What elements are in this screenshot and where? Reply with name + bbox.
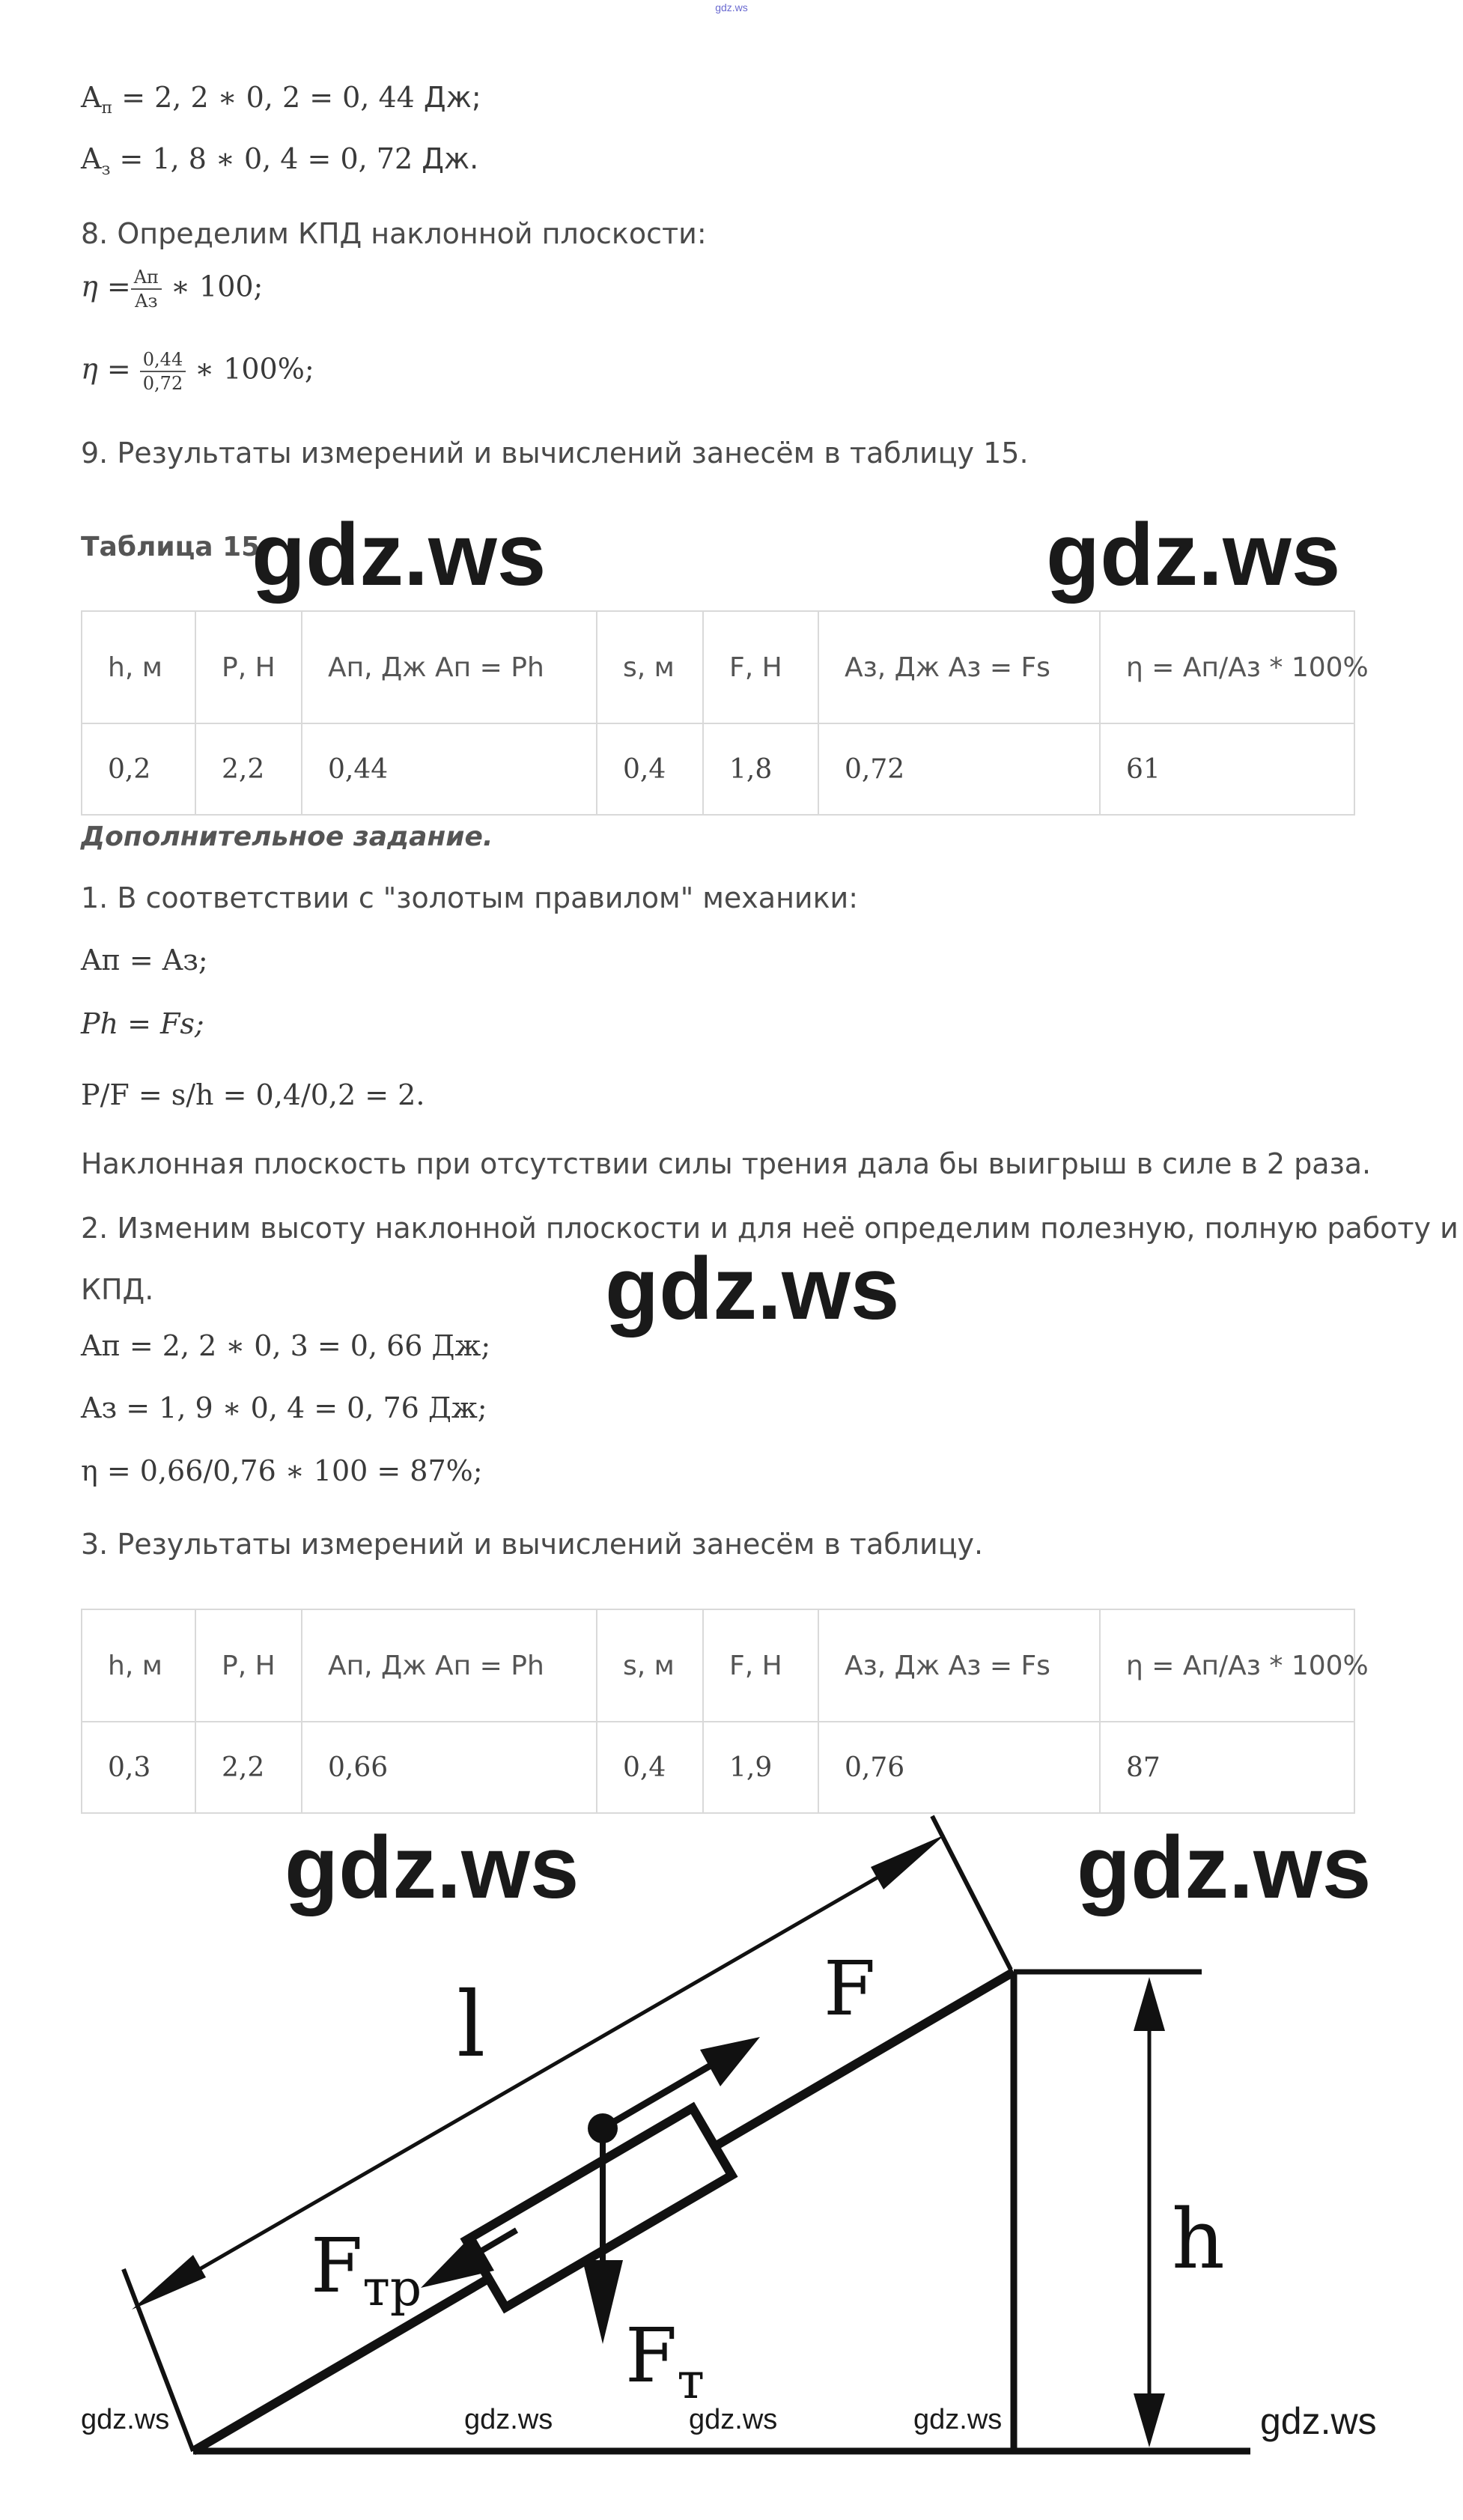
extra-item2-line2: КПД. (81, 1273, 154, 1306)
table-cell: 1,8 (703, 723, 818, 815)
fraction-ap-az: $\frac{Aп}{Aз}$ (131, 266, 162, 312)
force-f-arrowhead (700, 2037, 760, 2086)
table-header-cell: P, Н (195, 611, 302, 723)
watermark: gdz.ws (605, 1239, 900, 1338)
table-header-cell: h, м (82, 1609, 195, 1722)
extra-item3: 3. Результаты измерений и вычислений занесём в таблицу. (81, 1528, 984, 1561)
extra-task-title: Дополнительное задание. (81, 822, 493, 852)
table-cell: 0,3 (82, 1722, 195, 1813)
table-header-cell: F, Н (703, 611, 818, 723)
table-cell: 0,44 (302, 723, 597, 815)
height-arrowhead-bottom (1134, 2393, 1165, 2447)
eta-formula-1: η = $\frac{Aп}{Aз}$ ∗ 100; (81, 267, 264, 312)
table-cell: 0,4 (597, 1722, 703, 1813)
watermark: gdz.ws (81, 2404, 170, 2435)
eq-ratio: P/F = s/h = 0,4/0,2 = 2. (81, 1078, 425, 1111)
table-header-row (82, 611, 1354, 723)
height-arrowhead-top (1134, 1977, 1165, 2031)
watermark: gdz.ws (1046, 505, 1341, 604)
table-cell: 0,72 (818, 723, 1100, 815)
site-mark: gdz.ws (715, 1, 748, 13)
gravity-arrowhead (583, 2260, 623, 2344)
watermark: gdz.ws (913, 2404, 1003, 2435)
watermark: gdz.ws (252, 505, 547, 604)
table-cell: 0,4 (597, 723, 703, 815)
watermark: gdz.ws (464, 2404, 553, 2435)
table-cell: 87 (1100, 1722, 1354, 1813)
step9-text: 9. Результаты измерений и вычислений занесём в таблицу 15. (81, 437, 1029, 470)
table-cell: 1,9 (703, 1722, 818, 1813)
length-arrowhead-bottom (132, 2255, 206, 2310)
eq-eta-87: η = 0,66/0,76 ∗ 100 = 87%; (81, 1454, 483, 1487)
table-cell: 2,2 (195, 1722, 302, 1813)
table-header-cell: P, Н (195, 1609, 302, 1722)
eq-ap-066: Aп = 2, 2 ∗ 0, 3 = 0, 66 Дж; (81, 1329, 491, 1362)
extra-item2-line1: 2. Изменим высоту наклонной плоскости и для неё определим полезную, полную работу и (81, 1212, 1459, 1245)
table1-caption: Таблица 15. (81, 532, 270, 562)
label-gravity: $F_т$ (625, 2312, 705, 2410)
watermark: gdz.ws (285, 1818, 580, 1917)
results-table-15 (81, 610, 1369, 816)
ap-calc-line: $A_п = 2$, 2 ∗ 0, 2 = 0, 44 Дж; (81, 81, 481, 118)
fraction-044-072: $\frac{0,44}{0,72}$ (140, 348, 186, 395)
label-length: l (457, 1973, 486, 2077)
step8-text: 8. Определим КПД наклонной плоскости: (81, 217, 707, 250)
table-header-cell: h, м (82, 611, 195, 723)
label-friction: Fтр (311, 2222, 422, 2317)
table-cell: 61 (1100, 723, 1354, 815)
table-header-cell: Aз, Дж Aз = Fs (818, 611, 1100, 723)
label-force-f: F (824, 1945, 876, 2032)
watermark: gdz.ws (689, 2404, 778, 2435)
table-row (82, 723, 1354, 815)
table-cell: 0,2 (82, 723, 195, 815)
extra-item1: 1. В соответствии с "золотым правилом" механики: (81, 881, 859, 914)
table-cell: 0,66 (302, 1722, 597, 1813)
length-arrowhead-top (871, 1835, 945, 1889)
table-header-cell: Aз, Дж Aз = Fs (818, 1609, 1100, 1722)
table-header-cell: Aп, Дж Aп = Ph (302, 1609, 597, 1722)
eta-formula-2: η = $\frac{0,44}{0,72}$ ∗ 100%; (81, 349, 314, 394)
table-header-row (82, 1609, 1354, 1722)
extra-conclusion: Наклонная плоскость при отсутствии силы трения дала бы выигрыш в силе в 2 раза. (81, 1147, 1372, 1180)
table-header-cell: s, м (597, 1609, 703, 1722)
table-header-cell: η = Aп/Aз * 100% (1100, 611, 1354, 723)
table-header-cell: η = Aп/Aз * 100% (1100, 1609, 1354, 1722)
table-header-cell: Aп, Дж Aп = Ph (302, 611, 597, 723)
eq-ph-equals-fs: Ph = Fs; (81, 1007, 204, 1040)
eq-ap-equals-az: Aп = Aз; (81, 944, 208, 977)
watermark: gdz.ws (1077, 1818, 1372, 1917)
results-table-2 (81, 1609, 1369, 1814)
table-header-cell: s, м (597, 611, 703, 723)
table-cell: 2,2 (195, 723, 302, 815)
table-header-cell: F, Н (703, 1609, 818, 1722)
watermark: gdz.ws (1260, 2400, 1377, 2442)
table-cell: 0,76 (818, 1722, 1100, 1813)
az-calc-line: $A_з = 1$, 8 ∗ 0, 4 = 0, 72 Дж. (81, 142, 479, 179)
length-tick-top (932, 1816, 1011, 1970)
label-height: h (1172, 2191, 1225, 2287)
eq-az-076: Aз = 1, 9 ∗ 0, 4 = 0, 76 Дж; (81, 1391, 487, 1424)
